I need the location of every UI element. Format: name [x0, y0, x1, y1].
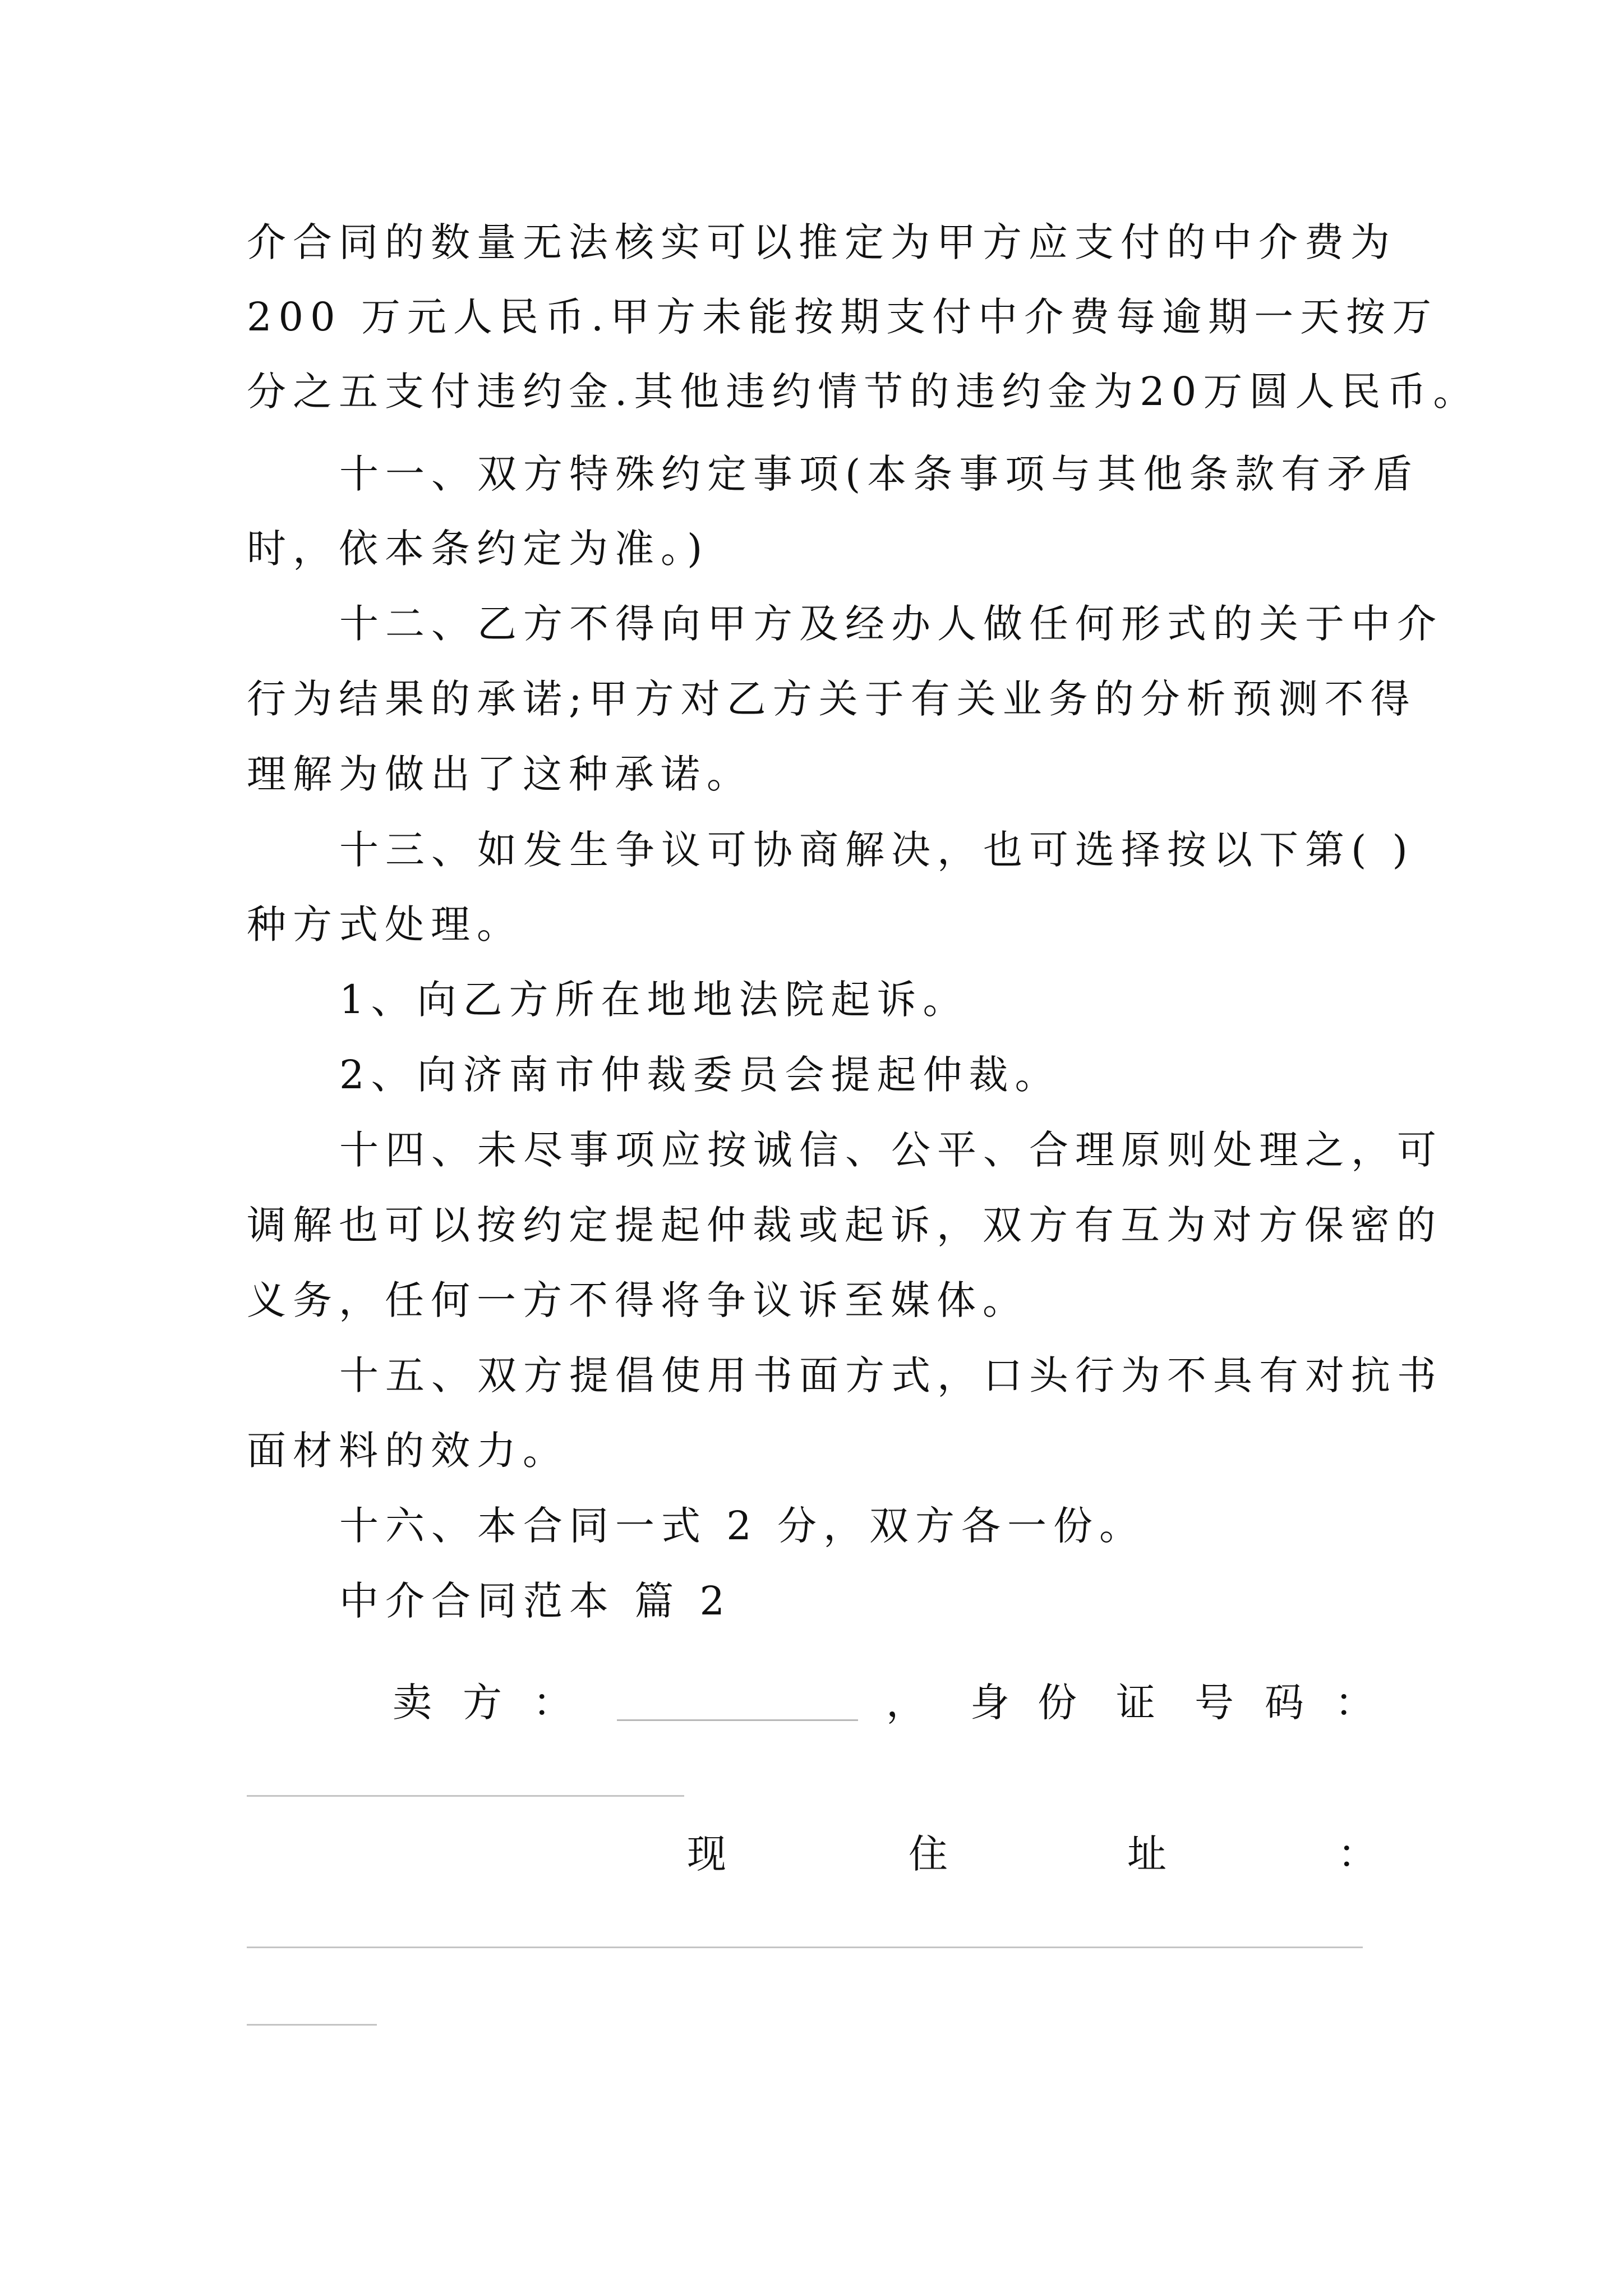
seller-label-colon: ：	[533, 1680, 572, 1726]
clause-16: 十六、本合同一式 2 分，双方各一份。	[339, 1503, 1146, 1549]
seller-comma: ，	[886, 1680, 925, 1726]
clause-14-line-1: 十四、未尽事项应按诚信、公平、合理原则处理之，可	[339, 1127, 1443, 1173]
option-1: 1、向乙方所在地地法院起诉。	[339, 977, 969, 1023]
id-label-char-5: 码	[1265, 1680, 1304, 1726]
id-label-colon: ：	[1335, 1680, 1374, 1726]
address-label-char-1: 现	[687, 1831, 726, 1877]
id-label-char-4: 号	[1195, 1680, 1234, 1726]
id-label-char-1: 身	[970, 1680, 1009, 1726]
address-label-char-3: 址	[1127, 1831, 1166, 1877]
paragraph-10-line-2: 200 万元人民币.甲方未能按期支付中介费每逾期一天按万	[247, 294, 1438, 340]
address-blank-line-1[interactable]	[247, 1947, 1363, 1948]
section-heading: 中介合同范本 篇 2	[339, 1578, 732, 1624]
clause-11-line-1: 十一、双方特殊约定事项(本条事项与其他条款有矛盾	[339, 451, 1419, 497]
seller-label-char-2: 方	[463, 1680, 502, 1726]
paragraph-10-line-3: 分之五支付违约金.其他违约情节的违约金为20万圆人民币。	[247, 369, 1479, 415]
address-label-char-2: 住	[909, 1831, 948, 1877]
id-label-char-3: 证	[1116, 1680, 1155, 1726]
clause-13-line-1: 十三、如发生争议可协商解决，也可选择按以下第( )	[339, 827, 1414, 873]
paragraph-10-line-1: 介合同的数量无法核实可以推定为甲方应支付的中介费为	[247, 219, 1396, 265]
clause-14-line-2: 调解也可以按约定提起仲裁或起诉，双方有互为对方保密的	[247, 1202, 1442, 1248]
address-label-colon: ：	[1338, 1831, 1377, 1877]
id-label-char-2: 份	[1038, 1680, 1077, 1726]
clause-11-line-2: 时，依本条约定为准。)	[247, 526, 709, 572]
seller-name-blank[interactable]	[617, 1719, 858, 1721]
clause-13-line-2: 种方式处理。	[247, 901, 523, 947]
clause-12-line-1: 十二、乙方不得向甲方及经办人做任何形式的关于中介	[339, 601, 1443, 647]
seller-row	[393, 1674, 1374, 1731]
clause-15-line-1: 十五、双方提倡使用书面方式，口头行为不具有对抗书	[339, 1352, 1443, 1398]
clause-12-line-3: 理解为做出了这种承诺。	[247, 751, 753, 797]
seller-label-char-1: 卖	[393, 1680, 432, 1726]
option-2: 2、向济南市仲裁委员会提起仲裁。	[339, 1052, 1061, 1098]
clause-15-line-2: 面材料的效力。	[247, 1428, 569, 1474]
id-number-blank[interactable]	[247, 1795, 684, 1797]
clause-14-line-3: 义务，任何一方不得将争议诉至媒体。	[247, 1277, 1029, 1323]
address-blank-line-2[interactable]	[247, 2024, 377, 2026]
clause-12-line-2: 行为结果的承诺;甲方对乙方关于有关业务的分析预测不得	[247, 676, 1417, 722]
